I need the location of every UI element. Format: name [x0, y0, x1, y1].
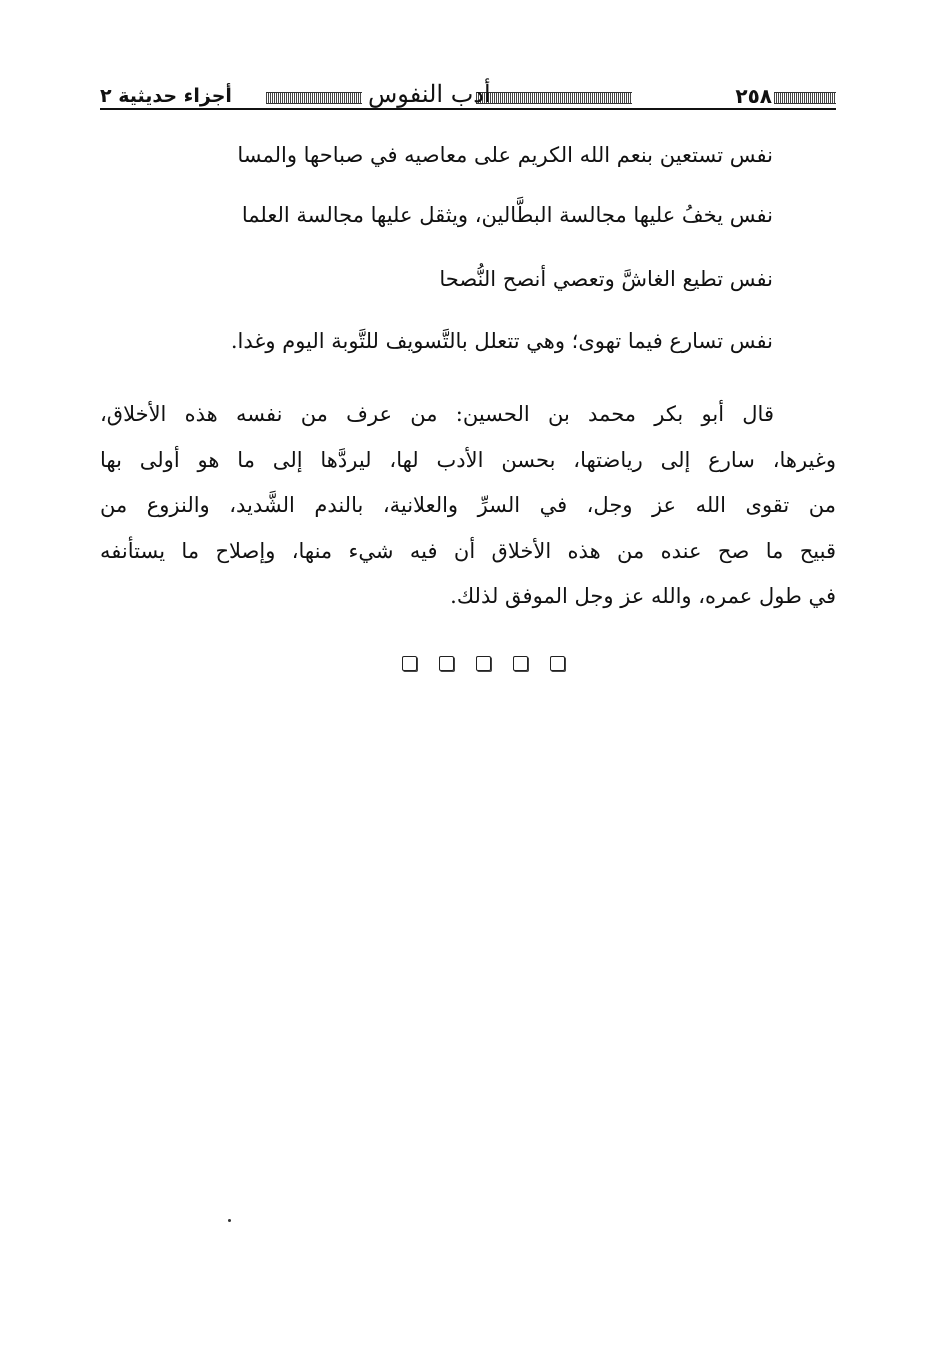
header-decorative-bar-right	[774, 92, 836, 104]
prose-line: من تقوى الله عز وجل، في السرِّ والعلانية، بالندم الشَّديد، والنزوع من	[100, 493, 836, 517]
prose-line: وغيرها، سارع إلى رياضتها، بحسن الأدب لها، ليردَّها إلى ما هو أولى بها	[100, 447, 836, 472]
prose-line: قال أبو بكر محمد بن الحسين: من عرف من نفسه هذه الأخلاق،	[100, 402, 774, 426]
series-title: أجزاء حديثية ٢	[100, 85, 232, 107]
ornament-square-icon	[550, 656, 565, 671]
ornament-square-icon	[439, 656, 454, 671]
ornament-square-icon	[513, 656, 528, 671]
verse-line: نفس تسارع فيما تهوى؛ وهي تتعلل بالتَّسويف للتَّوبة اليوم وغدا.	[230, 329, 773, 353]
ornament-square-icon	[476, 656, 491, 671]
prose-line: قبيح ما صح عنده من هذه الأخلاق أن فيه شيء منها، وإصلاح ما يستأنفه	[100, 538, 836, 563]
stray-mark	[228, 1219, 231, 1222]
page-header	[100, 80, 836, 116]
verse-line: نفس تطيع الغاشَّ وتعصي أنصح النُّصحا	[439, 267, 773, 291]
ornament-square-icon	[402, 656, 417, 671]
prose-line: في طول عمره، والله عز وجل الموفق لذلك.	[450, 584, 836, 608]
verse-line: نفس تستعين بنعم الله الكريم على معاصيه في صباحها والمسا	[237, 143, 773, 167]
section-end-ornament	[402, 656, 565, 671]
header-decorative-bar-center-left	[266, 92, 362, 104]
header-decorative-bar-center-right	[476, 92, 632, 104]
verse-line: نفس يخفُ عليها مجالسة البطَّالين، ويثقل عليها مجالسة العلما	[241, 203, 773, 227]
page-number: ٢٥٨	[735, 84, 772, 108]
prose-paragraph	[100, 392, 836, 620]
header-rule	[100, 108, 836, 110]
running-title: أدب النفوس	[368, 80, 491, 108]
